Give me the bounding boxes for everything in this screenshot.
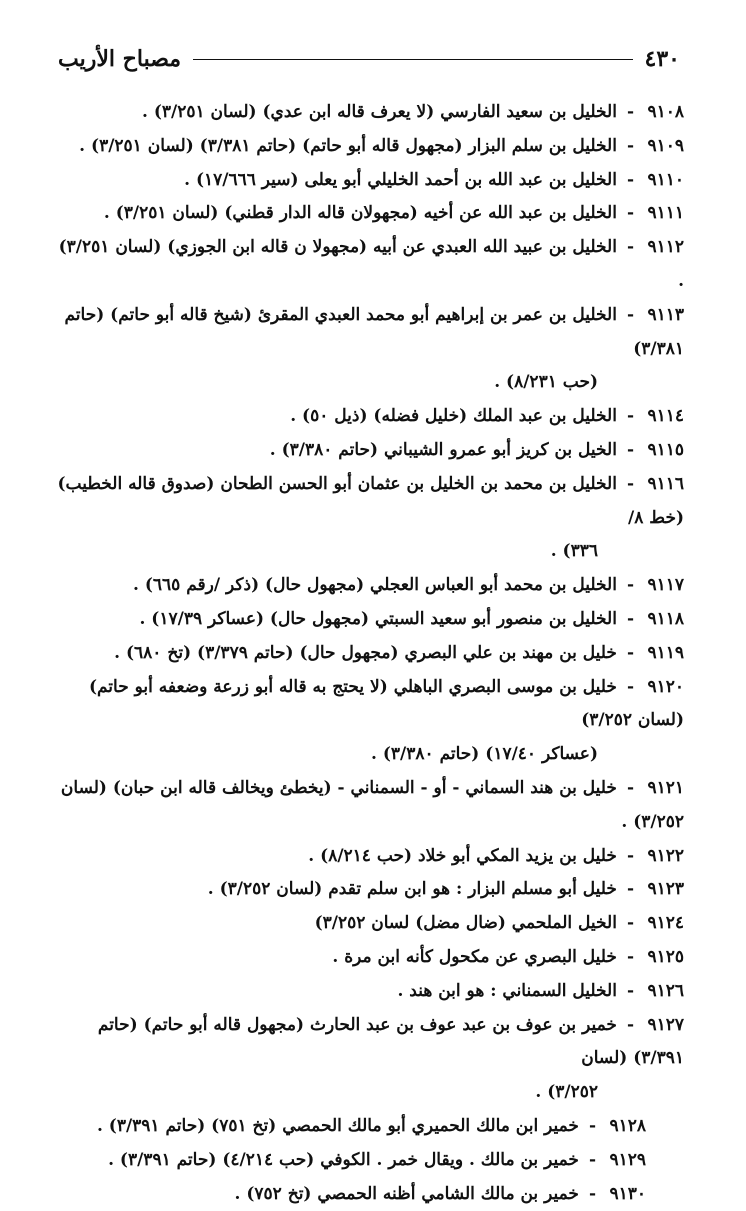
entry-line (56, 1178, 684, 1211)
entry-number: ٩١٢٣ (638, 873, 684, 907)
entry-dash: - (627, 575, 634, 595)
entry-dash: - (627, 102, 634, 122)
entry-text: الخليل بن محمد بن الخليل بن عثمان أبو الحسن الطحان (صدوق قاله الخطيب) (خط ٨/ (57, 474, 684, 528)
entry-line (56, 873, 684, 907)
entry-dash: - (627, 136, 634, 156)
entry-dash: - (589, 1184, 596, 1204)
entry-number: ٩١١٠ (638, 164, 684, 198)
entry-continuation (56, 738, 684, 772)
entry-number: ٩١٢١ (638, 772, 684, 806)
header-rule (193, 59, 632, 60)
entry-number: ٩١٢٢ (638, 840, 684, 874)
entry-text: خمير بن عوف بن عبد عوف بن عبد الحارث (مجهول قاله أبو حاتم) (حاتم ٣/٣٩١) (لسان (98, 1015, 684, 1069)
entry-number: ٩١١٥ (638, 434, 684, 468)
entry-text: الخليل بن سعيد الفارسي (لا يعرف قاله ابن عدي) (لسان ٣/٢٥١) . (142, 102, 617, 122)
entry-line (56, 772, 684, 840)
page-number: ٤٣٠ (645, 46, 680, 72)
entry-line (56, 130, 684, 164)
entry-text: الخليل بن عبد الله بن أحمد الخليلي أبو يعلى (سير ١٧/٦٦٦) . (184, 170, 617, 190)
entry-dash: - (627, 440, 634, 460)
entry-line (56, 975, 684, 1009)
entry-text: خمير بن مالك . ويقال خمر . الكوفي (حب ٤/٢١٤) (حاتم ٣/٣٩١) . (108, 1150, 579, 1170)
entry-text: (عساكر ١٧/٤٠) (حاتم ٣/٣٨٠) . (371, 744, 598, 764)
entry-text: الخليل بن عبد الملك (خليل فضله) (ذيل ٥٠) . (290, 406, 617, 426)
entry-text: خليل بن مهند بن علي البصري (مجهول حال) (حاتم ٣/٣٧٩) (تخ ٦٨٠) . (114, 643, 617, 663)
entry-line (56, 468, 684, 536)
entry-text: الخليل السمناني : هو ابن هند . (397, 981, 616, 1001)
entry-line (56, 941, 684, 975)
entry-text: خليل بن هند السماني - أو - السمناني - (يخطئ ويخالف قاله ابن حبان) (لسان ٣/٢٥٢) . (61, 778, 684, 832)
entry-number: ٩١١٢ (638, 231, 684, 265)
entry-text: الخليل بن سلم البزار (مجهول قاله أبو حاتم) (حاتم ٣/٣٨١) (لسان ٣/٢٥١) . (79, 136, 617, 156)
entry-dash: - (627, 203, 634, 223)
entry-text: الخليل بن عبد الله عن أخيه (مجهولان قاله الدار قطني) (لسان ٣/٢٥١) . (104, 203, 617, 223)
entry-number: ٩١٢٩ (600, 1144, 646, 1178)
entry-dash: - (627, 609, 634, 629)
entry-line (56, 231, 684, 299)
entry-number: ٩١١٩ (638, 637, 684, 671)
entry-dash: - (627, 1015, 634, 1035)
entry-dash: - (627, 677, 634, 697)
entry-number: ٩١١٦ (638, 468, 684, 502)
entry-line (56, 197, 684, 231)
entry-line (56, 299, 684, 367)
entry-text: الخليل بن منصور أبو سعيد السبتي (مجهول حال) (عساكر ١٧/٣٩) . (139, 609, 616, 629)
entry-number: ٩١١١ (638, 197, 684, 231)
entry-text: خليل أبو مسلم البزار : هو ابن سلم تقدم (لسان ٣/٢٥٢) . (208, 879, 617, 899)
entry-text: الخليل بن عمر بن إبراهيم أبو محمد العبدي المقرئ (شيخ قاله أبو حاتم) (حاتم ٣/٣٨١) (64, 305, 684, 359)
entry-text: الخليل بن محمد أبو العباس العجلي (مجهول حال) (ذكر /رقم ٦٦٥) . (133, 575, 617, 595)
entry-text: خمير بن مالك الشامي أظنه الحمصي (تخ ٧٥٢) . (235, 1184, 579, 1204)
entry-dash: - (627, 474, 634, 494)
entry-line (56, 434, 684, 468)
entry-line (56, 907, 684, 941)
entry-line (56, 569, 684, 603)
entry-line (56, 1144, 684, 1178)
entry-line (56, 840, 684, 874)
entry-continuation (56, 1076, 684, 1110)
entry-number: ٩١٢٦ (638, 975, 684, 1009)
entry-number: ٩١١٣ (638, 299, 684, 333)
entry-number: ٩١٠٨ (638, 96, 684, 130)
entry-text: الخيل الملحمي (ضال مضل) لسان ٣/٢٥٢) (315, 913, 617, 933)
entry-dash: - (627, 643, 634, 663)
entry-dash: - (627, 913, 634, 933)
entry-text: ٣٣٦) . (551, 541, 598, 561)
entry-line (56, 1009, 684, 1077)
entry-line (56, 96, 684, 130)
entry-number: ٩١١٤ (638, 400, 684, 434)
entry-number: ٩١٢٥ (638, 941, 684, 975)
entry-list (56, 96, 684, 1211)
entry-dash: - (627, 305, 634, 325)
entry-line (56, 400, 684, 434)
entry-dash: - (627, 981, 634, 1001)
entry-dash: - (627, 237, 634, 257)
entry-continuation (56, 366, 684, 400)
entry-number: ٩١١٨ (638, 603, 684, 637)
entry-text: (حب ٨/٢٣١) . (494, 372, 598, 392)
entry-number: ٩١٣٠ (600, 1178, 646, 1211)
entry-line (56, 164, 684, 198)
entry-dash: - (627, 947, 634, 967)
entry-dash: - (627, 846, 634, 866)
entry-continuation (56, 535, 684, 569)
entry-line (56, 603, 684, 637)
entry-text: الخيل بن كريز أبو عمرو الشيباني (حاتم ٣/٣٨٠) . (270, 440, 617, 460)
entry-dash: - (589, 1150, 596, 1170)
entry-text: خليل البصري عن مكحول كأنه ابن مرة . (332, 947, 617, 967)
entry-dash: - (627, 879, 634, 899)
entry-text: ٣/٢٥٢) . (535, 1082, 598, 1102)
entry-dash: - (627, 170, 634, 190)
entry-text: الخليل بن عبيد الله العبدي عن أبيه (مجهولا ن قاله ابن الجوزي) (لسان ٣/٢٥١) . (59, 237, 684, 291)
entry-text: خليل بن موسى البصري الباهلي (لا يحتج به قاله أبو زرعة وضعفه أبو حاتم) (لسان ٣/٢٥٢) (89, 677, 684, 731)
entry-line (56, 1110, 684, 1144)
entry-dash: - (627, 406, 634, 426)
entry-number: ٩١٢٠ (638, 671, 684, 705)
entry-number: ٩١٢٤ (638, 907, 684, 941)
entry-line (56, 671, 684, 739)
entry-number: ٩١١٧ (638, 569, 684, 603)
entry-text: خمير ابن مالك الحميري أبو مالك الحمصي (تخ ٧٥١) (حاتم ٣/٣٩١) . (97, 1116, 579, 1136)
entry-number: ٩١٠٩ (638, 130, 684, 164)
running-title: مصباح الأريب (58, 46, 181, 72)
entry-dash: - (589, 1116, 596, 1136)
entry-number: ٩١٢٨ (600, 1110, 646, 1144)
page-header (58, 44, 680, 74)
entry-line (56, 637, 684, 671)
entry-number: ٩١٢٧ (638, 1009, 684, 1043)
entry-dash: - (627, 778, 634, 798)
entry-text: خليل بن يزيد المكي أبو خلاد (حب ٨/٢١٤) . (308, 846, 617, 866)
